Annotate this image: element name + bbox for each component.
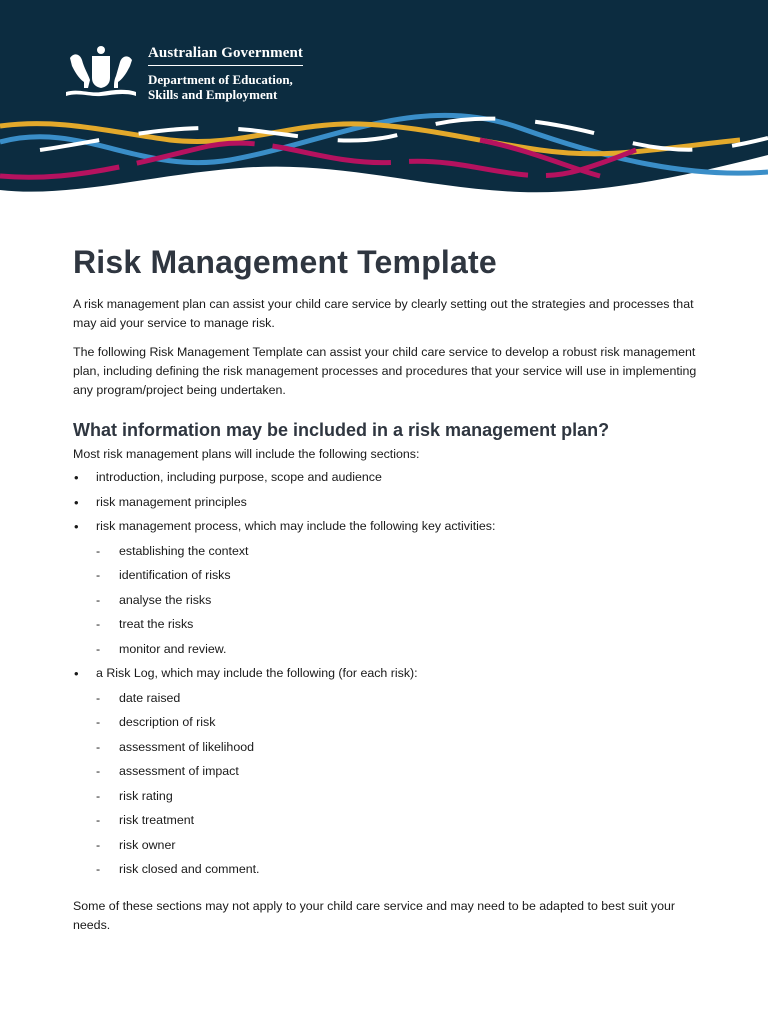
sub-list-item: - risk owner — [73, 836, 703, 855]
list-item-text: risk management process, which may include the following key activities: — [96, 519, 496, 533]
header-banner — [0, 0, 768, 200]
list-item — [73, 664, 703, 879]
sub-list-item: - assessment of likelihood — [73, 738, 703, 757]
sub-list-item: - monitor and review. — [73, 640, 703, 659]
department-line-1: Department of Education, — [148, 72, 293, 87]
list-item-text: introduction, including purpose, scope and audience — [96, 470, 382, 484]
coat-of-arms-icon — [64, 44, 138, 100]
sub-list-item: - risk treatment — [73, 811, 703, 830]
department-name — [148, 72, 303, 102]
sub-list-item: - description of risk — [73, 713, 703, 732]
intro-paragraph-1: A risk management plan can assist your child care service by clearly setting out the strategies and processes that may aid your service to manage risk. — [73, 297, 694, 330]
sub-list-item: - risk rating — [73, 787, 703, 806]
list-item-text: a Risk Log, which may include the following (for each risk): — [96, 666, 418, 680]
sub-list-item: - date raised — [73, 689, 703, 708]
sub-list-item: - establishing the context — [73, 542, 703, 561]
section-heading: What information may be included in a risk management plan? — [73, 420, 610, 440]
sub-list-item: - assessment of impact — [73, 762, 703, 781]
sub-list-item: - analyse the risks — [73, 591, 703, 610]
sub-list-item: - treat the risks — [73, 615, 703, 634]
section-lead: Most risk management plans will include the following sections: — [73, 447, 420, 461]
government-name: Australian Government — [148, 45, 303, 66]
sections-list — [73, 468, 703, 879]
intro-paragraph-2: The following Risk Management Template can assist your child care service to develop a robust risk management plan, including defining the risk management processes and procedures that your service will use in implementing any program/project being undertaken. — [73, 345, 697, 397]
document-body — [73, 244, 703, 945]
sub-list-item: - identification of risks — [73, 566, 703, 585]
page-title: Risk Management Template — [73, 244, 497, 280]
sub-list — [96, 542, 703, 659]
department-line-2: Skills and Employment — [148, 87, 278, 102]
closing-paragraph: Some of these sections may not apply to your child care service and may need to be adapted to best suit your needs. — [73, 899, 675, 932]
sub-list-item: - risk closed and comment. — [73, 860, 703, 879]
list-item — [73, 517, 703, 659]
list-item — [73, 493, 703, 512]
list-item — [73, 468, 703, 487]
government-logo — [64, 44, 303, 102]
sub-list — [96, 689, 703, 880]
list-item-text: risk management principles — [96, 494, 247, 509]
